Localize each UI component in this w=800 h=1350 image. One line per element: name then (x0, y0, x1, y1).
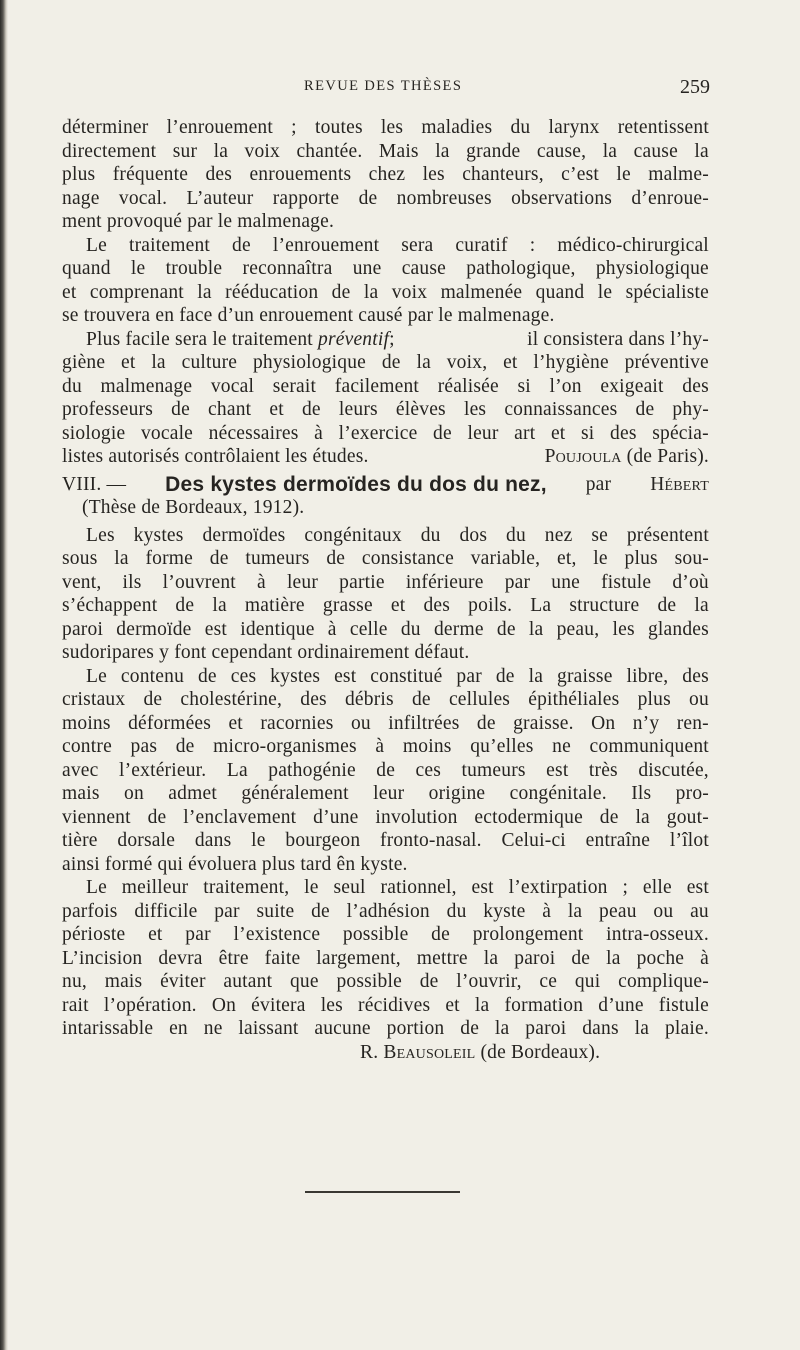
text-line: et comprenant la rééducation de la voix malmenée quand le spécialiste (62, 281, 709, 303)
article-vii-conclusion (62, 116, 709, 469)
text-line: se trouvera en face d’un enrouement causé par le malmenage. (62, 305, 555, 326)
text-line: cristaux de cholestérine, des débris de cellules épithéliales plus ou (62, 689, 709, 710)
text-line: rait l’opération. On évitera les récidives et la formation d’une fistule (62, 994, 709, 1016)
page-number: 259 (680, 76, 710, 98)
text-line (62, 328, 709, 352)
text-line: nage vocal. L’auteur rapporte de nombreuses observations d’enroue- (62, 187, 709, 209)
author-signature: Poujoula (de Paris). (544, 446, 709, 467)
text-line: du malmenage vocal serait facilement réalisée si l’on exigeait des (62, 375, 709, 397)
text-line: moins déformées et racornies ou infiltrées de graisse. On n’y ren- (62, 712, 709, 734)
article-by: par (585, 473, 612, 495)
text-line: intarissable en ne laissant aucune portion de la paroi dans la plaie. (62, 1018, 709, 1039)
text-line: viennent de l’enclavement d’une involution ectodermique de la gout- (62, 806, 709, 828)
text-line: giène et la culture physiologique de la voix, et l’hygiène préventive (62, 352, 709, 373)
article-title: Des kystes dermoïdes du dos du nez, (165, 472, 547, 496)
text-line: Le meilleur traitement, le seul rationnel, est l’extirpation ; elle est (86, 877, 709, 898)
text-line: tière dorsale dans le bourgeon fronto-nasal. Celui-ci entraîne l’îlot (62, 830, 709, 851)
text-line: L’incision devra être faite largement, mettre la paroi de la poche à (62, 947, 709, 969)
text-line: avec l’extérieur. La pathogénie de ces tumeurs est très discutée, (62, 759, 709, 781)
text-line: déterminer l’enrouement ; toutes les maladies du larynx retentissent (62, 117, 709, 138)
text-line: Les kystes dermoïdes congénitaux du dos du nez se présentent (86, 524, 709, 546)
text-line: mais on admet généralement leur origine congénitale. Ils pro- (62, 783, 709, 804)
article-author: Hébert (650, 473, 709, 495)
text-line: plus fréquente des enrouements chez les chanteurs, c’est le malme- (62, 164, 709, 185)
text-line: sudoripares y font cependant ordinairement défaut. (62, 642, 470, 663)
article-number: VIII. — (62, 473, 127, 495)
text-line: parfois difficile par suite de l’adhésion du kyste à la peau ou au (62, 900, 709, 922)
text-line: Le contenu de ces kystes est constitué par de la graisse libre, des (86, 665, 709, 687)
text-line: paroi dermoïde est identique à celle du derme de la peau, les glandes (62, 618, 709, 640)
text-line: directement sur la voix chantée. Mais la grande cause, la cause la (62, 140, 709, 162)
text-line: quand le trouble reconnaîtra une cause pathologique, physiologique (62, 258, 709, 279)
text-line: ment provoqué par le malmenage. (62, 211, 335, 232)
text-line: siologie vocale nécessaires à l’exercice de leur art et si des spécia- (62, 422, 709, 444)
end-rule (305, 1191, 460, 1193)
text-line: Le traitement de l’enrouement sera curatif : médico-chirurgical (86, 234, 709, 256)
text-line: périoste et par l’existence possible de prolongement intra-osseux. (62, 924, 709, 945)
page-header (120, 76, 710, 106)
article-source: (Thèse de Bordeaux, 1912). (82, 497, 305, 518)
text-line: sous la forme de tumeurs de consistance variable, et, le plus sou- (62, 548, 709, 569)
text-line: contre pas de micro-organismes à moins qu’elles ne communiquent (62, 736, 709, 757)
text-line: s’échappent de la matière grasse et des poils. La structure de la (62, 595, 709, 616)
text-line: vent, ils l’ouvrent à leur partie inférieure par une fistule d’où (62, 571, 709, 593)
text-line: ainsi formé qui évoluera plus tard ên kyste. (62, 853, 408, 875)
article-viii (62, 473, 709, 1065)
author-signature: R. Beausoleil (de Bordeaux). (360, 1041, 601, 1063)
text-line: nu, mais éviter autant que possible de l’ouvrir, ce qui complique- (62, 971, 709, 992)
text-line: professeurs de chant et de leurs élèves les connaissances de phy- (62, 399, 709, 420)
page-body (62, 116, 709, 1064)
emphasis-text: préventif (318, 328, 390, 350)
article-heading (62, 473, 709, 497)
text-fragment: Plus facile sera le traitement préventif; (86, 328, 395, 350)
text-fragment: il consistera dans l’hy- (527, 328, 709, 350)
running-title: REVUE DES THÈSES (304, 78, 463, 94)
text-fragment: listes autorisés contrôlaient les études. (62, 446, 369, 467)
text-line (62, 445, 709, 469)
page-spine-edge (0, 0, 8, 1350)
